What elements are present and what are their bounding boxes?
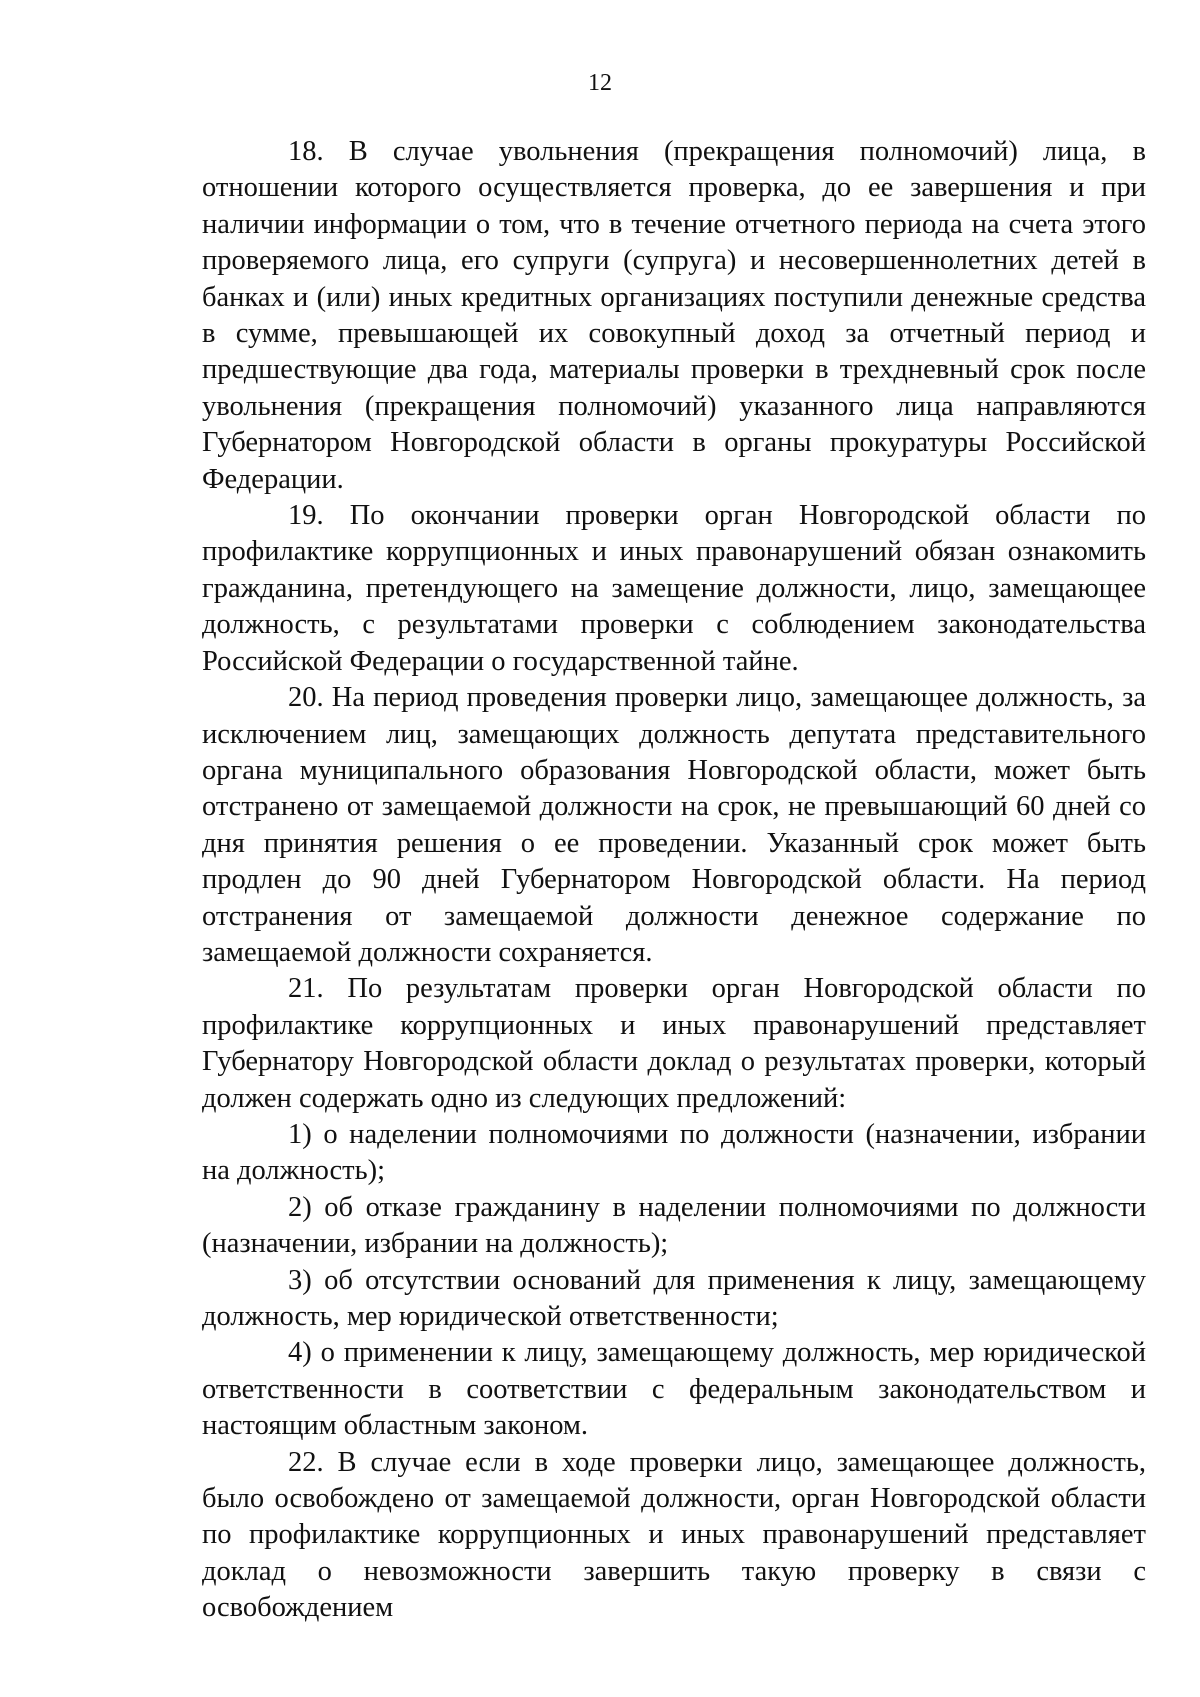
list-item-1: 1) о наделении полномочиями по должности (назначении, избрании на должность); [202,1118,1146,1187]
page-number: 12 [588,70,612,96]
list-item-2: 2) об отказе гражданину в наделении полномочиями по должности (назначении, избрании на должность); [202,1191,1146,1260]
paragraph-20: 20. На период проведения проверки лицо, замещающее должность, за исключением лиц, замещающих должность депутата представительного органа муниципального образования Новгородской области, может быть отстранено от замещаемой должности на срок, не превышающий 60 дней со дня принятия решения о ее проведении. Указанный срок может быть продлен до 90 дней Губернатором Новгородской области. На период отстранения от замещаемой должности денежное содержание по замещаемой должности сохраняется. [202,682,1146,968]
paragraph-22: 22. В случае если в ходе проверки лицо, замещающее должность, было освобождено от замещаемой должности, орган Новгородской области по профилактике коррупционных и иных правонарушений представляет доклад о невозможности завершить такую проверку в связи с освобождением [202,1446,1146,1624]
document-body [202,134,1146,1627]
list-item-3: 3) об отсутствии оснований для применения к лицу, замещающему должность, мер юридической ответственности; [202,1264,1146,1332]
list-item-4: 4) о применении к лицу, замещающему должность, мер юридической ответственности в соответствии с федеральным законодательством и настоящим областным законом. [202,1337,1146,1442]
paragraph-21: 21. По результатам проверки орган Новгородской области по профилактике коррупционных и иных правонарушений представляет Губернатору Новгородской области доклад о результатах проверки, который должен содержать одно из следующих предложений: [202,973,1146,1114]
paragraph-19: 19. По окончании проверки орган Новгородской области по профилактике коррупционных и иных правонарушений обязан ознакомить гражданина, претендующего на замещение должности, лицо, замещающее должность, с результатами проверки с соблюдением законодательства Российской Федерации о государственной тайне. [202,500,1146,677]
paragraph-18: 18. В случае увольнения (прекращения полномочий) лица, в отношении которого осуществляется проверка, до ее завершения и при наличии информации о том, что в течение отчетного периода на счета этого проверяемого лица, его супруги (супруга) и несовершеннолетних детей в банках и (или) иных кредитных организациях поступили денежные средства в сумме, превышающей их совокупный доход за отчетный период и предшествующие два года, материалы проверки в трехдневный срок после увольнения (прекращения полномочий) указанного лица направляются Губернатором Новгородской области в органы прокуратуры Российской Федерации. [202,136,1146,495]
